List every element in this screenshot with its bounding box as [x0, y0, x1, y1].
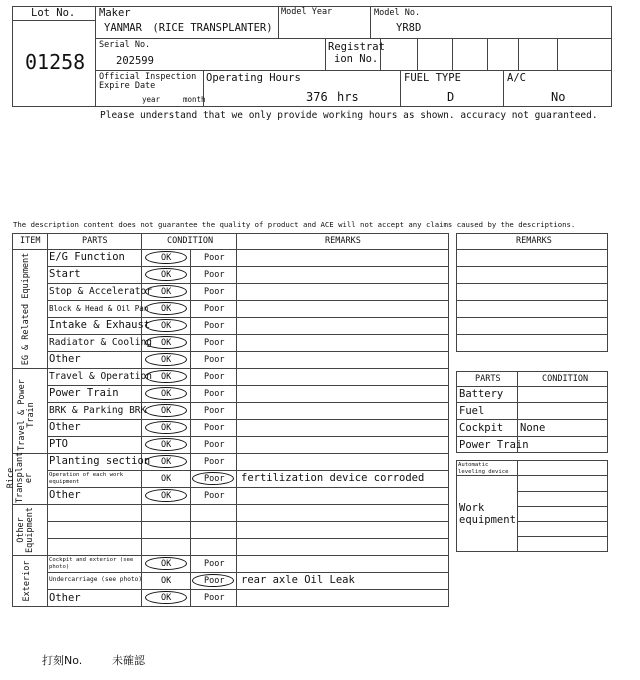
ok-circle-mark [145, 268, 187, 281]
divider [47, 317, 449, 318]
divider [417, 38, 418, 70]
side-work-equipment: Work [459, 502, 485, 514]
ok-circle-mark [145, 285, 187, 298]
condition-ok[interactable]: OK [161, 457, 172, 467]
divider [95, 38, 612, 39]
inspection-label-2: Expire Date [99, 81, 156, 91]
condition-ok[interactable]: OK [161, 355, 172, 365]
divider [47, 572, 449, 573]
divider [456, 402, 608, 403]
side-parts-header: PARTS [475, 374, 501, 384]
divider [452, 38, 453, 70]
divider [47, 487, 449, 488]
fuel-value: D [447, 90, 455, 104]
divider [12, 504, 449, 505]
divider [12, 555, 449, 556]
divider [503, 70, 504, 107]
divider [47, 521, 449, 522]
divider [517, 521, 608, 522]
side-power-train: Power Train [459, 439, 529, 451]
part-power-train: Power Train [49, 387, 119, 399]
ok-circle-mark [145, 370, 187, 383]
condition-poor[interactable]: Poor [204, 270, 225, 280]
condition-poor[interactable]: Poor [204, 321, 225, 331]
condition-ok[interactable]: OK [161, 304, 172, 314]
condition-ok[interactable]: OK [161, 270, 172, 280]
condition-poor[interactable]: Poor [204, 304, 225, 314]
condition-ok[interactable]: OK [161, 423, 172, 433]
divider [47, 436, 449, 437]
condition-ok[interactable]: OK [161, 389, 172, 399]
stamp-value: 未確認 [112, 654, 145, 667]
model-year-label: Model Year [281, 7, 333, 17]
part-stop-accelerator: Stop & Accelerator [49, 286, 152, 297]
divider [47, 233, 48, 607]
item-header: ITEM [20, 236, 41, 246]
divider [47, 385, 449, 386]
lot-number: 01258 [25, 50, 86, 74]
divider [456, 386, 608, 387]
condition-ok[interactable]: OK [161, 593, 172, 603]
condition-poor[interactable]: Poor [204, 491, 225, 501]
group-label-exterior: Exterior [22, 560, 32, 602]
part-start: Start [49, 268, 81, 280]
divider [47, 402, 449, 403]
stamp-label: 打刻No. [42, 654, 83, 667]
group-label-eg: EG & Related Equipment [21, 252, 31, 366]
registration-label: Registrat [328, 41, 385, 53]
group-label-travel: Travel & Power Train [17, 379, 36, 451]
condition-poor[interactable]: Poor [204, 440, 225, 450]
side-auto-leveling: Automatic leveling device [458, 462, 509, 475]
divider [456, 317, 608, 318]
condition-ok[interactable]: OK [161, 372, 172, 382]
part-cockpit-exterior: Cockpit and exterior (see photo) [49, 557, 134, 571]
side-battery: Battery [459, 388, 504, 400]
part-other-travel: Other [49, 421, 81, 433]
condition-ok[interactable]: OK [161, 406, 172, 416]
side-cockpit-value: None [520, 422, 546, 434]
divider [517, 536, 608, 537]
registration-label-2: ion No. [334, 53, 379, 65]
ok-circle-mark [145, 489, 187, 502]
maker-value: YANMAR (RICE TRANSPLANTER) [104, 22, 273, 34]
condition-ok[interactable]: OK [161, 321, 172, 331]
side-condition-header: CONDITION [542, 374, 589, 384]
divider [190, 249, 191, 607]
divider [47, 419, 449, 420]
divider [47, 470, 449, 471]
month-label: month [183, 95, 206, 104]
condition-poor[interactable]: Poor [204, 559, 225, 569]
maker-label: Maker [99, 7, 131, 19]
lot-label: Lot No. [31, 7, 76, 19]
condition-ok[interactable]: OK [161, 287, 172, 297]
divider [518, 38, 519, 70]
divider [517, 491, 608, 492]
remark-fertilization: fertilization device corroded [241, 472, 425, 484]
part-undercarriage: Undercarriage (see photo) [49, 576, 143, 583]
condition-ok[interactable]: OK [161, 253, 172, 263]
condition-poor[interactable]: Poor [204, 355, 225, 365]
condition-poor[interactable]: Poor [204, 253, 225, 263]
serial-label: Serial No. [99, 40, 151, 50]
group-label-rice: Rice Transplant er [6, 451, 34, 503]
divider [325, 38, 326, 70]
divider [456, 300, 608, 301]
divider [47, 300, 449, 301]
divider [278, 6, 279, 38]
part-operation-each-work: Operation of each work equipment [49, 472, 124, 486]
ok-circle-mark [145, 421, 187, 434]
inspection-label: Official Inspection [99, 72, 197, 82]
ok-circle-mark [145, 404, 187, 417]
condition-poor[interactable]: Poor [204, 389, 225, 399]
year-label: year [142, 95, 161, 104]
condition-poor[interactable]: Poor [204, 593, 225, 603]
ok-circle-mark [145, 302, 187, 315]
divider [456, 436, 608, 437]
ok-circle-mark [145, 319, 187, 332]
ok-circle-mark [145, 557, 187, 570]
model-no-value: YR8D [396, 22, 422, 34]
condition-ok[interactable]: OK [161, 338, 172, 348]
condition-poor[interactable]: Poor [204, 338, 225, 348]
ok-circle-mark [145, 455, 187, 468]
serial-value: 202599 [116, 55, 154, 67]
side-fuel: Fuel [459, 405, 485, 417]
remarks-header: REMARKS [325, 236, 361, 246]
divider [47, 589, 449, 590]
part-radiator: Radiator & Cooling [49, 337, 152, 348]
part-other-eg: Other [49, 353, 81, 365]
hours-unit: hrs [337, 90, 359, 104]
divider [456, 334, 608, 335]
part-brk: BRK & Parking BRK [49, 405, 147, 416]
ok-circle-mark [145, 387, 187, 400]
ok-circle-mark [145, 336, 187, 349]
condition-poor[interactable]: Poor [204, 474, 225, 484]
condition-poor[interactable]: Poor [204, 287, 225, 297]
ac-value: No [551, 90, 566, 104]
part-intake-exhaust: Intake & Exhaust [49, 319, 151, 331]
model-no-label: Model No. [374, 8, 421, 18]
condition-ok[interactable]: OK [161, 474, 172, 484]
condition-ok[interactable]: OK [161, 440, 172, 450]
side-cockpit: Cockpit [459, 422, 504, 434]
condition-ok[interactable]: OK [161, 491, 172, 501]
side-work-equipment-2: equipment [459, 514, 516, 526]
part-eg-function: E/G Function [49, 251, 125, 263]
poor-circle-mark [192, 472, 234, 485]
divider [487, 38, 488, 70]
ok-circle-mark [145, 591, 187, 604]
divider [557, 38, 558, 70]
condition-ok[interactable]: OK [161, 559, 172, 569]
condition-poor[interactable]: Poor [204, 457, 225, 467]
divider [12, 20, 96, 21]
divider [456, 266, 608, 267]
description-notice: The description content does not guarantee the quality of product and ACE will not accept any claims caused by the descriptions. [13, 220, 576, 229]
divider [400, 70, 401, 107]
fuel-label: FUEL TYPE [404, 72, 461, 84]
hours-value: 376 [306, 90, 328, 104]
part-travel-operation: Travel & Operation [49, 371, 152, 382]
ac-label: A/C [507, 72, 526, 84]
ok-circle-mark [145, 438, 187, 451]
group-label-other-equipment: Other Equipment [16, 506, 35, 554]
condition-poor[interactable]: Poor [204, 406, 225, 416]
part-planting-section: Planting section [49, 455, 151, 467]
part-pto: PTO [49, 438, 68, 450]
divider [456, 283, 608, 284]
parts-header: PARTS [82, 236, 108, 246]
ok-circle-mark [145, 251, 187, 264]
poor-circle-mark [192, 574, 234, 587]
divider [47, 538, 449, 539]
condition-ok[interactable]: OK [161, 576, 172, 586]
divider [47, 334, 449, 335]
ok-circle-mark [145, 353, 187, 366]
hours-label: Operating Hours [206, 72, 301, 84]
divider [47, 266, 449, 267]
divider [47, 351, 449, 352]
divider [95, 70, 612, 71]
part-other-exterior: Other [49, 592, 81, 604]
remark-rear-axle: rear axle Oil Leak [241, 574, 355, 586]
divider [12, 453, 449, 454]
divider [12, 249, 449, 250]
divider [456, 419, 608, 420]
condition-poor[interactable]: Poor [204, 576, 225, 586]
divider [370, 6, 371, 38]
divider [12, 368, 449, 369]
divider [47, 283, 449, 284]
side-remarks-header: REMARKS [516, 236, 552, 246]
part-other-rice: Other [49, 489, 81, 501]
hours-notice: Please understand that we only provide working hours as shown. accuracy not guaranteed. [100, 110, 598, 121]
condition-poor[interactable]: Poor [204, 372, 225, 382]
condition-header: CONDITION [167, 236, 214, 246]
condition-poor[interactable]: Poor [204, 423, 225, 433]
divider [517, 506, 608, 507]
part-block-head: Block & Head & Oil Pan [49, 304, 149, 313]
divider [236, 233, 237, 607]
divider [456, 249, 608, 250]
